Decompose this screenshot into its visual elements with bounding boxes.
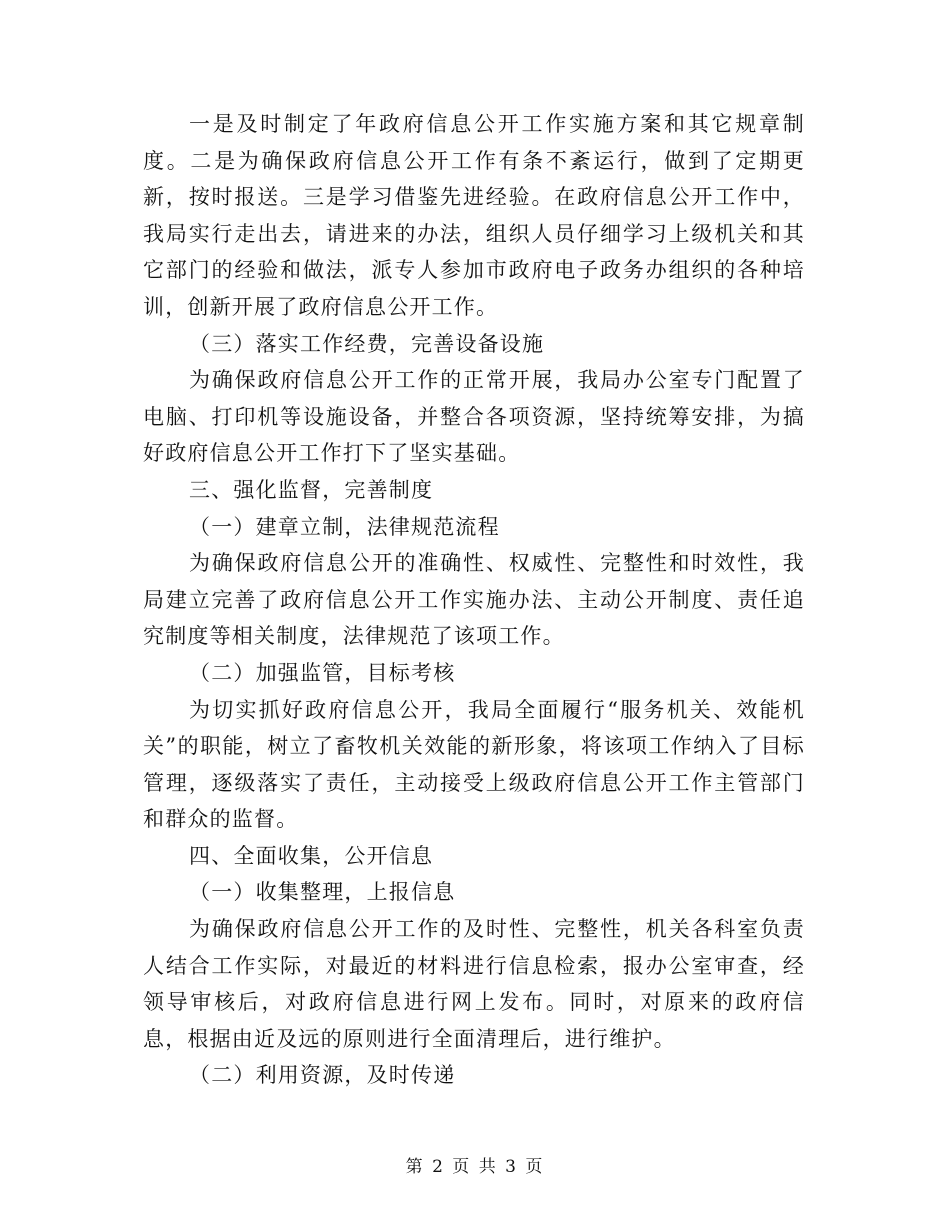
subheading-rules-process: （一）建章立制，法律规范流程: [189, 514, 500, 539]
paragraph-supervision-assessment: 为切实抓好政府信息公开，我局全面履行“服务机关、效能机关”的职能，树立了畜牧机关效能的新形象，将该项工作纳入了目标管理，逐级落实了责任，主动接受上级政府信息公开工作主管部门和群众的监督。: [143, 697, 805, 832]
subheading-use-resources: （二）利用资源，及时传递: [189, 1063, 456, 1088]
subheading-collect-report: （一）收集整理，上报信息: [189, 880, 456, 905]
page-number-footer: 第 2 页 共 3 页: [405, 1157, 545, 1177]
subheading-funding-equipment: （三）落实工作经费，完善设备设施: [189, 331, 545, 356]
heading-supervision-system: 三、强化监督，完善制度: [189, 477, 434, 502]
paragraph-collect-report: 为确保政府信息公开工作的及时性、完整性，机关各科室负责人结合工作实际，对最近的材料进行信息检索，报办公室审查，经领导审核后，对政府信息进行网上发布。同时，对原来的政府信息，根据由近及远的原则进行全面清理后，进行维护。: [143, 917, 805, 1051]
paragraph-funding-equipment: 为确保政府信息公开工作的正常开展，我局办公室专门配置了电脑、打印机等设施设备，并整合各项资源，坚持统筹安排，为搞好政府信息公开工作打下了坚实基础。: [143, 368, 805, 466]
paragraph-rules-process: 为确保政府信息公开的准确性、权威性、完整性和时效性，我局建立完善了政府信息公开工作实施办法、主动公开制度、责任追究制度等相关制度，法律规范了该项工作。: [143, 551, 805, 649]
document-body: [143, 106, 805, 1094]
heading-collect-publish: 四、全面收集，公开信息: [189, 843, 434, 868]
subheading-supervision-assessment: （二）加强监管，目标考核: [189, 660, 456, 685]
paragraph-work-plan: 一是及时制定了年政府信息公开工作实施方案和其它规章制度。二是为确保政府信息公开工作有条不紊运行，做到了定期更新，按时报送。三是学习借鉴先进经验。在政府信息公开工作中，我局实行走出去，请进来的办法，组织人员仔细学习上级机关和其它部门的经验和做法，派专人参加市政府电子政务办组织的各种培训，创新开展了政府信息公开工作。: [143, 112, 805, 319]
